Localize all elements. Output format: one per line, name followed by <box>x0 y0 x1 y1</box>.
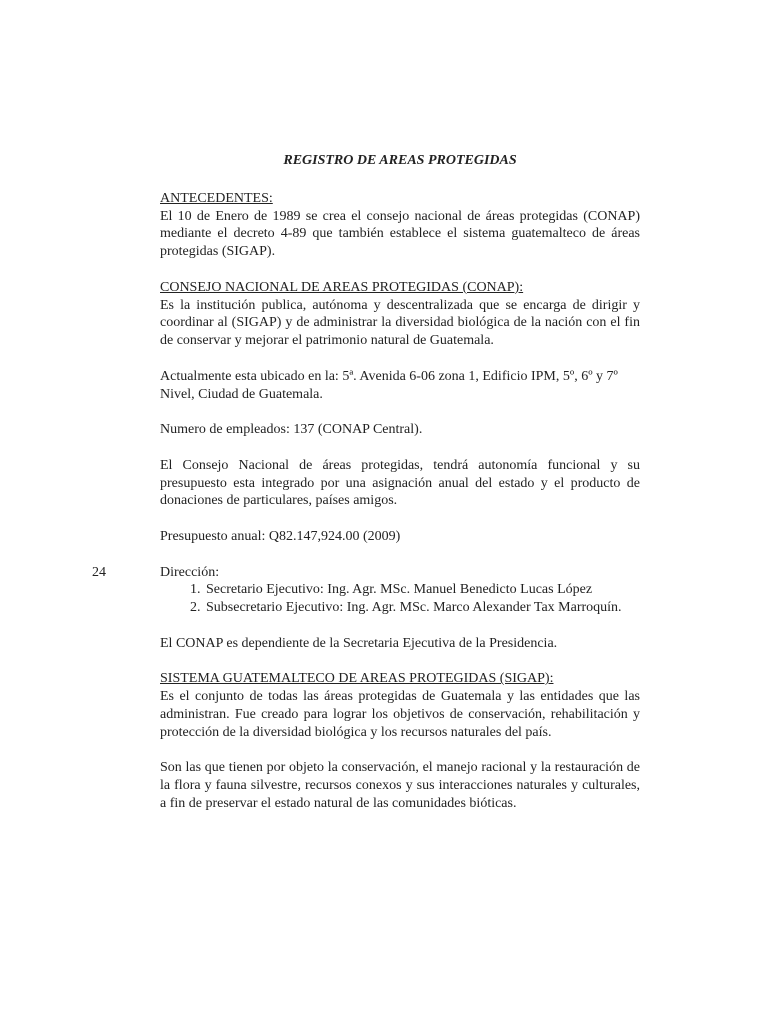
direction-item: 1. Secretario Ejecutivo: Ing. Agr. MSc. Manuel Benedicto Lucas López <box>204 581 640 599</box>
conap-dependency: El CONAP es dependiente de la Secretaria Ejecutiva de la Presidencia. <box>160 635 558 651</box>
antecedentes-section <box>160 190 640 261</box>
direction-label: Dirección: <box>160 564 220 580</box>
direction-list <box>160 581 640 617</box>
conap-heading: CONSEJO NACIONAL DE AREAS PROTEGIDAS (CONAP): <box>160 279 524 295</box>
conap-location: Actualmente esta ubicado en la: 5ª. Avenida 6-06 zona 1, Edificio IPM, 5º, 6º y 7º Nivel, Ciudad de Guatemala. <box>160 368 618 402</box>
conap-budget: Presupuesto anual: Q82.147,924.00 (2009) <box>160 528 401 544</box>
antecedentes-text: El 10 de Enero de 1989 se crea el consejo nacional de áreas protegidas (CONAP) mediante el decreto 4-89 que también establece el sistema guatemalteco de áreas protegidas (SIGAP). <box>160 208 640 260</box>
conap-autonomy: El Consejo Nacional de áreas protegidas, tendrá autonomía funcional y su presupuesto esta integrado por una asignación anual del estado y el producto de donaciones de particulares, países amigos. <box>160 457 640 509</box>
direction-block <box>160 564 640 617</box>
sigap-section <box>160 670 640 812</box>
antecedentes-heading: ANTECEDENTES: <box>160 190 273 206</box>
conap-section <box>160 279 640 653</box>
document-title: REGISTRO DE AREAS PROTEGIDAS <box>283 153 517 168</box>
document-page <box>160 152 640 813</box>
sigap-paragraph-2: Son las que tienen por objeto la conservación, el manejo racional y la restauración de la flora y fauna silvestre, recursos conexos y sus interacciones naturales y culturales, a fin de preservar el estado natural de las comunidades bióticas. <box>160 760 640 811</box>
direction-item: 2. Subsecretario Ejecutivo: Ing. Agr. MSc. Marco Alexander Tax Marroquín. <box>204 599 640 617</box>
page-number: 24 <box>92 565 106 580</box>
conap-description: Es la institución publica, autónoma y descentralizada que se encarga de dirigir y coordinar al (SIGAP) y de administrar la diversidad biológica de la nación con el fin de conservar y mejorar el patrimonio natural de Guatemala. <box>160 297 640 349</box>
sigap-paragraph-1: Es el conjunto de todas las áreas protegidas de Guatemala y las entidades que las administran. Fue creado para lograr los objetivos de conservación, rehabilitación y protección de la diversidad biológica y los recursos naturales del país. <box>160 689 640 740</box>
sigap-heading: SISTEMA GUATEMALTECO DE AREAS PROTEGIDAS (SIGAP): <box>160 671 554 687</box>
conap-employees: Numero de empleados: 137 (CONAP Central). <box>160 422 423 438</box>
